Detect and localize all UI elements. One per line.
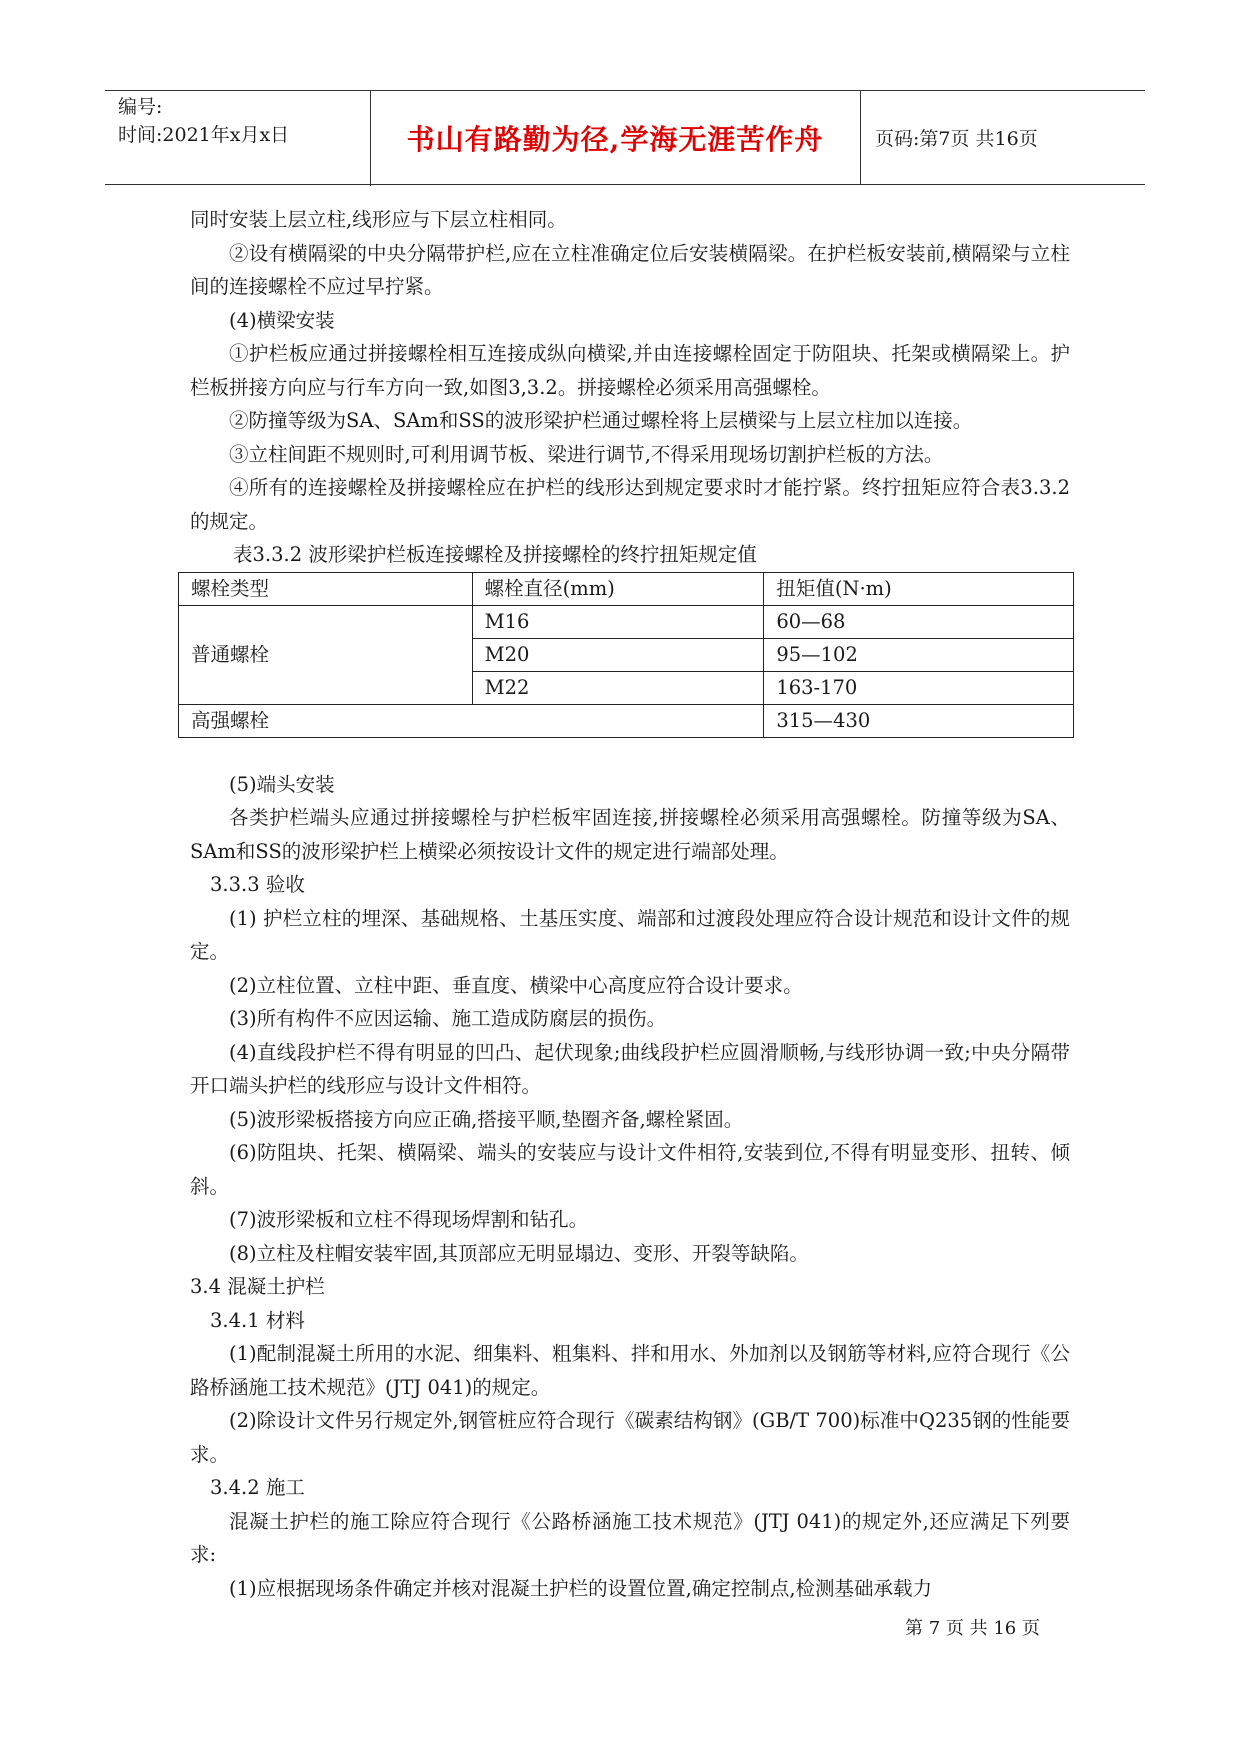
paragraph: (1)配制混凝土所用的水泥、细集料、粗集料、拌和用水、外加剂以及钢筋等材料,应符合现行《公路桥涵施工技术规范》(JTJ 041)的规定。	[190, 1342, 1070, 1399]
page-footer: 第 7 页 共 16 页	[905, 1618, 1040, 1639]
page-header	[105, 90, 1145, 185]
header-meta	[105, 91, 371, 186]
torque-cell: 60—68	[764, 605, 1074, 638]
torque-table	[178, 572, 1074, 738]
section-heading: 3.4.1 材料	[210, 1308, 305, 1332]
paragraph: 混凝土护栏的施工除应符合现行《公路桥涵施工技术规范》(JTJ 041)的规定外,还应满足下列要求:	[190, 1509, 1070, 1566]
paragraph: (7)波形梁板和立柱不得现场焊割和钻孔。	[229, 1208, 589, 1231]
section-heading: 3.4 混凝土护栏	[190, 1275, 325, 1298]
paragraph: (1)应根据现场条件确定并核对混凝土护栏的设置位置,确定控制点,检测基础承载力	[229, 1576, 933, 1600]
paragraph: (2)除设计文件另行规定外,钢管桩应符合现行《碳素结构钢》(GB/T 700)标准中Q235钢的性能要求。	[190, 1409, 1070, 1466]
paragraph: ①护栏板应通过拼接螺栓相互连接成纵向横梁,并由连接螺栓固定于防阻块、托架或横隔梁上。护栏板拼接方向应与行车方向一致,如图3,3.2。拼接螺栓必须采用高强螺栓。	[190, 342, 1070, 399]
table-header-cell: 扭矩值(N·m)	[764, 572, 1074, 605]
diameter-cell: M20	[472, 638, 764, 671]
paragraph: (3)所有构件不应因运输、施工造成防腐层的损伤。	[229, 1007, 667, 1030]
diameter-cell: M22	[472, 671, 764, 704]
torque-cell: 163-170	[764, 671, 1074, 704]
document-time-label: 时间:2021年x月x日	[118, 124, 290, 146]
paragraph: 同时安装上层立柱,线形应与下层立柱相同。	[190, 208, 567, 231]
table-row	[179, 704, 1074, 737]
torque-cell: 315—430	[764, 704, 1074, 737]
diameter-cell: M16	[472, 605, 764, 638]
paragraph: ③立柱间距不规则时,可利用调节板、梁进行调节,不得采用现场切割护栏板的方法。	[229, 442, 944, 466]
table-header-cell: 螺栓直径(mm)	[472, 572, 764, 605]
paragraph: (8)立柱及柱帽安装牢固,其顶部应无明显塌边、变形、开裂等缺陷。	[229, 1241, 809, 1265]
section-heading: (4)横梁安装	[229, 308, 335, 332]
paragraph: (5)波形梁板搭接方向应正确,搭接平顺,垫圈齐备,螺栓紧固。	[229, 1107, 744, 1131]
document-number-label: 编号:	[118, 96, 163, 118]
paragraph: (2)立柱位置、立柱中距、垂直度、横梁中心高度应符合设计要求。	[229, 973, 803, 997]
paragraph: ②防撞等级为SA、SAm和SS的波形梁护栏通过螺栓将上层横梁与上层立柱加以连接。	[229, 409, 973, 432]
paragraph: (1) 护栏立柱的埋深、基础规格、土基压实度、端部和过渡段处理应符合设计规范和设计文件的规定。	[190, 906, 1070, 963]
torque-cell: 95—102	[764, 638, 1074, 671]
header-motto: 书山有路勤为径,学海无涯苦作舟	[370, 91, 861, 184]
bolt-type-cell	[179, 605, 473, 704]
bolt-type-label: 普通螺栓	[191, 642, 270, 666]
table-header-cell: 螺栓类型	[179, 572, 473, 605]
paragraph: ②设有横隔梁的中央分隔带护栏,应在立柱准确定位后安装横隔梁。在护栏板安装前,横隔梁与立柱间的连接螺栓不应过早拧紧。	[190, 241, 1070, 298]
section-heading: 3.3.3 验收	[210, 873, 305, 896]
paragraph: (4)直线段护栏不得有明显的凹凸、起伏现象;曲线段护栏应圆滑顺畅,与线形协调一致;中央分隔带开口端头护栏的线形应与设计文件相符。	[190, 1040, 1070, 1097]
bolt-type-cell: 高强螺栓	[179, 704, 764, 737]
header-page-label: 页码:第7页 共16页	[875, 128, 1038, 150]
table-header-row	[179, 572, 1074, 605]
paragraph: 各类护栏端头应通过拼接螺栓与护栏板牢固连接,拼接螺栓必须采用高强螺栓。防撞等级为SA、SAm和SS的波形梁护栏上横梁必须按设计文件的规定进行端部处理。	[190, 806, 1070, 863]
section-heading: (5)端头安装	[229, 772, 335, 796]
table-row	[179, 605, 1074, 638]
document-body	[190, 203, 1070, 1605]
section-heading: 3.4.2 施工	[210, 1476, 305, 1499]
table-caption: 表3.3.2 波形梁护栏板连接螺栓及拼接螺栓的终拧扭矩规定值	[233, 543, 757, 566]
paragraph: ④所有的连接螺栓及拼接螺栓应在护栏的线形达到规定要求时才能拧紧。终拧扭矩应符合表3.3.2的规定。	[190, 476, 1070, 533]
paragraph: (6)防阻块、托架、横隔梁、端头的安装应与设计文件相符,安装到位,不得有明显变形、扭转、倾斜。	[190, 1141, 1070, 1198]
